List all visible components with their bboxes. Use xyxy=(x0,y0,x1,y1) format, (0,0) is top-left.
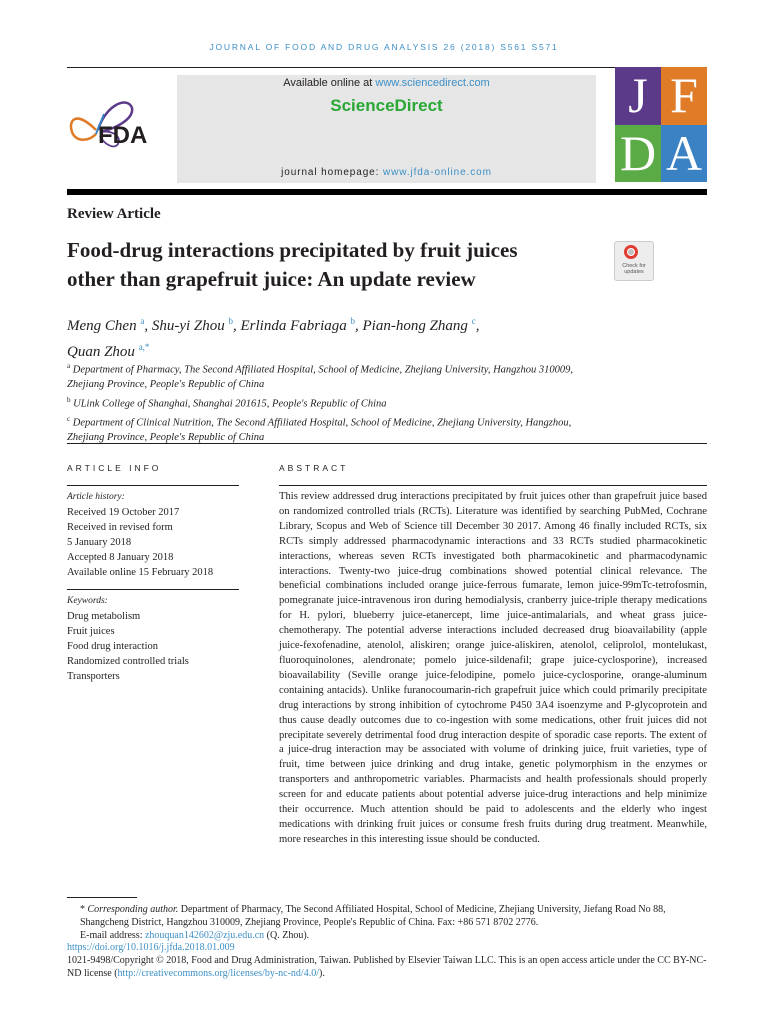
fda-logo-text: FDA xyxy=(98,122,148,149)
email-link[interactable]: zhouquan142602@zju.edu.cn xyxy=(144,929,265,941)
header-thick-rule xyxy=(67,189,707,195)
article-type: Review Article xyxy=(67,206,161,222)
keyword-item: Transporters xyxy=(67,671,120,682)
check-for-updates-button[interactable] xyxy=(614,241,654,281)
author-name: Erlinda Fabriaga xyxy=(240,318,347,334)
author-affil-mark[interactable]: b xyxy=(228,316,233,326)
affiliation-item: $^a$ Department of Pharmacy, The Second Affiliated Hospital, School of Medicine, Zhejiang University, Hangzhou 310009, Zhejiang Province, People's Republic of China xyxy=(67,362,573,390)
history-item: Received in revised form xyxy=(67,522,173,533)
corresponding-label: Corresponding author. xyxy=(87,904,179,915)
keywords xyxy=(67,594,239,684)
keyword-item: Fruit juices xyxy=(67,626,115,637)
author-list: Meng Chen $^a$, Shu-yi Zhou $^b$, Erlinda Fabriaga $^b$, Pian-hong Zhang $^c$, Quan Zhou $^{a,*}$ xyxy=(67,316,480,360)
sciencedirect-logo: ScienceDirect xyxy=(330,96,443,115)
history-label: Article history: xyxy=(67,492,125,502)
author-name: Meng Chen xyxy=(67,318,137,334)
sciencedirect-link[interactable]: www.sciencedirect.com xyxy=(375,77,490,89)
title-line-1: Food-drug interactions precipitated by fruit juices xyxy=(67,238,518,262)
author-affil-mark[interactable]: a xyxy=(140,316,145,326)
article-title xyxy=(67,236,607,294)
abstract-text: This review addressed drug interactions precipitated by fruit juices other than grapefruit juice based on randomized controlled trials (RCTs). Literature was identified by searching PubMed, Cochrane Library, Scopus and Web of Science till December 30 2017. Among 46 finally included RCTs, six RCTs simply addressed pharmacodynamic interactions and 33 RCTs studied pharmacokinetic interactions, whereas seven RCTs investigated both pharmacokinetic and pharmacodynamic interactions. Twenty-two juice-drug combinations showed potential clinical relevance. The beneficial combinations included orange juice-ferrous fumarate, lemon juice-99mTc-tetrofosmin, pomegranate juice-intravenous iron during hemodialysis, cranberry juice-triple therapy medications for H. pylori, blueberry juice-etanercept, lime juice-antimalarials, and wheat grass juice-chemotherapy. The potential adverse interactions included decreased drug bioavailability (apple juice-fexofenadine, atenolol, aliskiren; orange juice-aliskiren, atenolol, celiprolol, montelukast, fluoroquinolones, alendronate; pomelo juice-sildenafil; grape juice-cyclosporine), increased bioavailability (Seville orange juice-felodipine, pomelo juice-cyclosporine, orange-aluminum containing antacids). Unlike furanocoumarin-rich grapefruit juice which could primarily precipitate drug interactions by strong inhibition of cytochrome P450 3A4 isoenzyme and P-glycoprotein and thus cause deadly outcomes due to co-ingestion with some medications, other fruit juices did not precipitate severely detrimental food drug interaction despite of sporadic case reports. The extent of a juice-drug interaction may be associated with volume of drinking juice, fruit varieties, type of fruit, time between juice drinking and drug intake, genetic polymorphism in the enzymes or transporters and anthropometric variables. Pharmacists and health professionals should properly screen for and educate patients about potential adverse juice-drug interactions and help minimize their occurrence. Much attention should be paid to adolescents and the elderly who ingest medications with drinking fruit juices or consume fresh fruits during drug treatment. Meanwhile, more researches in this interesting issue should be conducted. xyxy=(279,491,707,845)
article-info-rule xyxy=(67,485,239,486)
footnotes xyxy=(67,904,707,981)
homepage-link[interactable]: www.jfda-online.com xyxy=(383,167,492,178)
author-name: Quan Zhou xyxy=(67,344,135,360)
section-rule xyxy=(67,443,707,444)
jfda-letter-f: F xyxy=(661,67,707,125)
fda-logo xyxy=(66,90,166,162)
author-name: Pian-hong Zhang xyxy=(362,318,468,334)
available-online xyxy=(177,77,596,89)
footnote-rule xyxy=(67,897,137,898)
jfda-letter-j: J xyxy=(615,67,661,125)
doi-link[interactable]: https://doi.org/10.1016/j.jfda.2018.01.009 xyxy=(67,942,235,954)
corresponding-author-note: * Corresponding author. Department of Pharmacy, The Second Affiliated Hospital, School of Medicine, Zhejiang University, Jiefang Road No 88, Shangcheng District, Hangzhou 310009, Zhejiang Province, People's Republic of China. Fax: +86 571 8702 2776. xyxy=(80,904,666,928)
copyright-note: 1021-9498/Copyright © 2018, Food and Drug Administration, Taiwan. Published by Elsevier Taiwan LLC. This is an open access article under the CC BY-NC-ND license (http://creativecommons.org/licenses/by-nc-nd/4.0/). xyxy=(67,955,707,979)
article-history xyxy=(67,490,239,580)
jfda-letter-d: D xyxy=(615,125,661,183)
history-item: Accepted 8 January 2018 xyxy=(67,552,174,563)
abstract-heading: ABSTRACT xyxy=(279,463,349,473)
homepage-prefix: journal homepage: xyxy=(281,167,383,178)
email-note: E-mail address: zhouquan142602@zju.edu.cn (Q. Zhou). xyxy=(80,929,310,941)
keyword-item: Food drug interaction xyxy=(67,641,158,652)
journal-citation: JOURNAL OF FOOD AND DRUG ANALYSIS 26 (2018) S561 S571 xyxy=(209,42,559,52)
history-item: Received 19 October 2017 xyxy=(67,507,180,518)
affiliation-item: $^b$ ULink College of Shanghai, Shanghai 201615, People's Republic of China xyxy=(67,395,387,409)
jfda-letter-a: A xyxy=(661,125,707,183)
keyword-item: Randomized controlled trials xyxy=(67,656,189,667)
author-affil-mark[interactable]: c xyxy=(471,316,476,326)
keywords-label: Keywords: xyxy=(67,596,108,606)
top-rule xyxy=(67,67,707,68)
affiliations xyxy=(67,359,597,445)
author-affil-mark[interactable]: a,* xyxy=(138,342,150,352)
abstract-rule xyxy=(279,485,707,486)
journal-header-box xyxy=(177,75,596,183)
keyword-item: Drug metabolism xyxy=(67,611,141,622)
jfda-logo xyxy=(615,67,707,182)
author-name: Shu-yi Zhou xyxy=(151,318,225,334)
history-item: 5 January 2018 xyxy=(67,537,132,548)
keywords-rule xyxy=(67,589,239,590)
affiliation-item: $^c$ Department of Clinical Nutrition, The Second Affiliated Hospital, School of Medicine, Zhejiang University, Hangzhou, Zhejiang Province, People's Republic of China xyxy=(67,414,572,443)
author-affil-mark[interactable]: b xyxy=(350,316,356,326)
license-link[interactable]: http://creativecommons.org/licenses/by-nc-nd/4.0/ xyxy=(117,967,319,979)
journal-homepage xyxy=(177,167,596,178)
crossmark-label: Check for updates xyxy=(622,263,646,275)
title-line-2: other than grapefruit juice: An update review xyxy=(67,267,476,291)
history-item: Available online 15 February 2018 xyxy=(67,567,214,578)
article-info-heading: ARTICLE INFO xyxy=(67,463,162,473)
available-prefix: Available online at xyxy=(283,77,376,89)
